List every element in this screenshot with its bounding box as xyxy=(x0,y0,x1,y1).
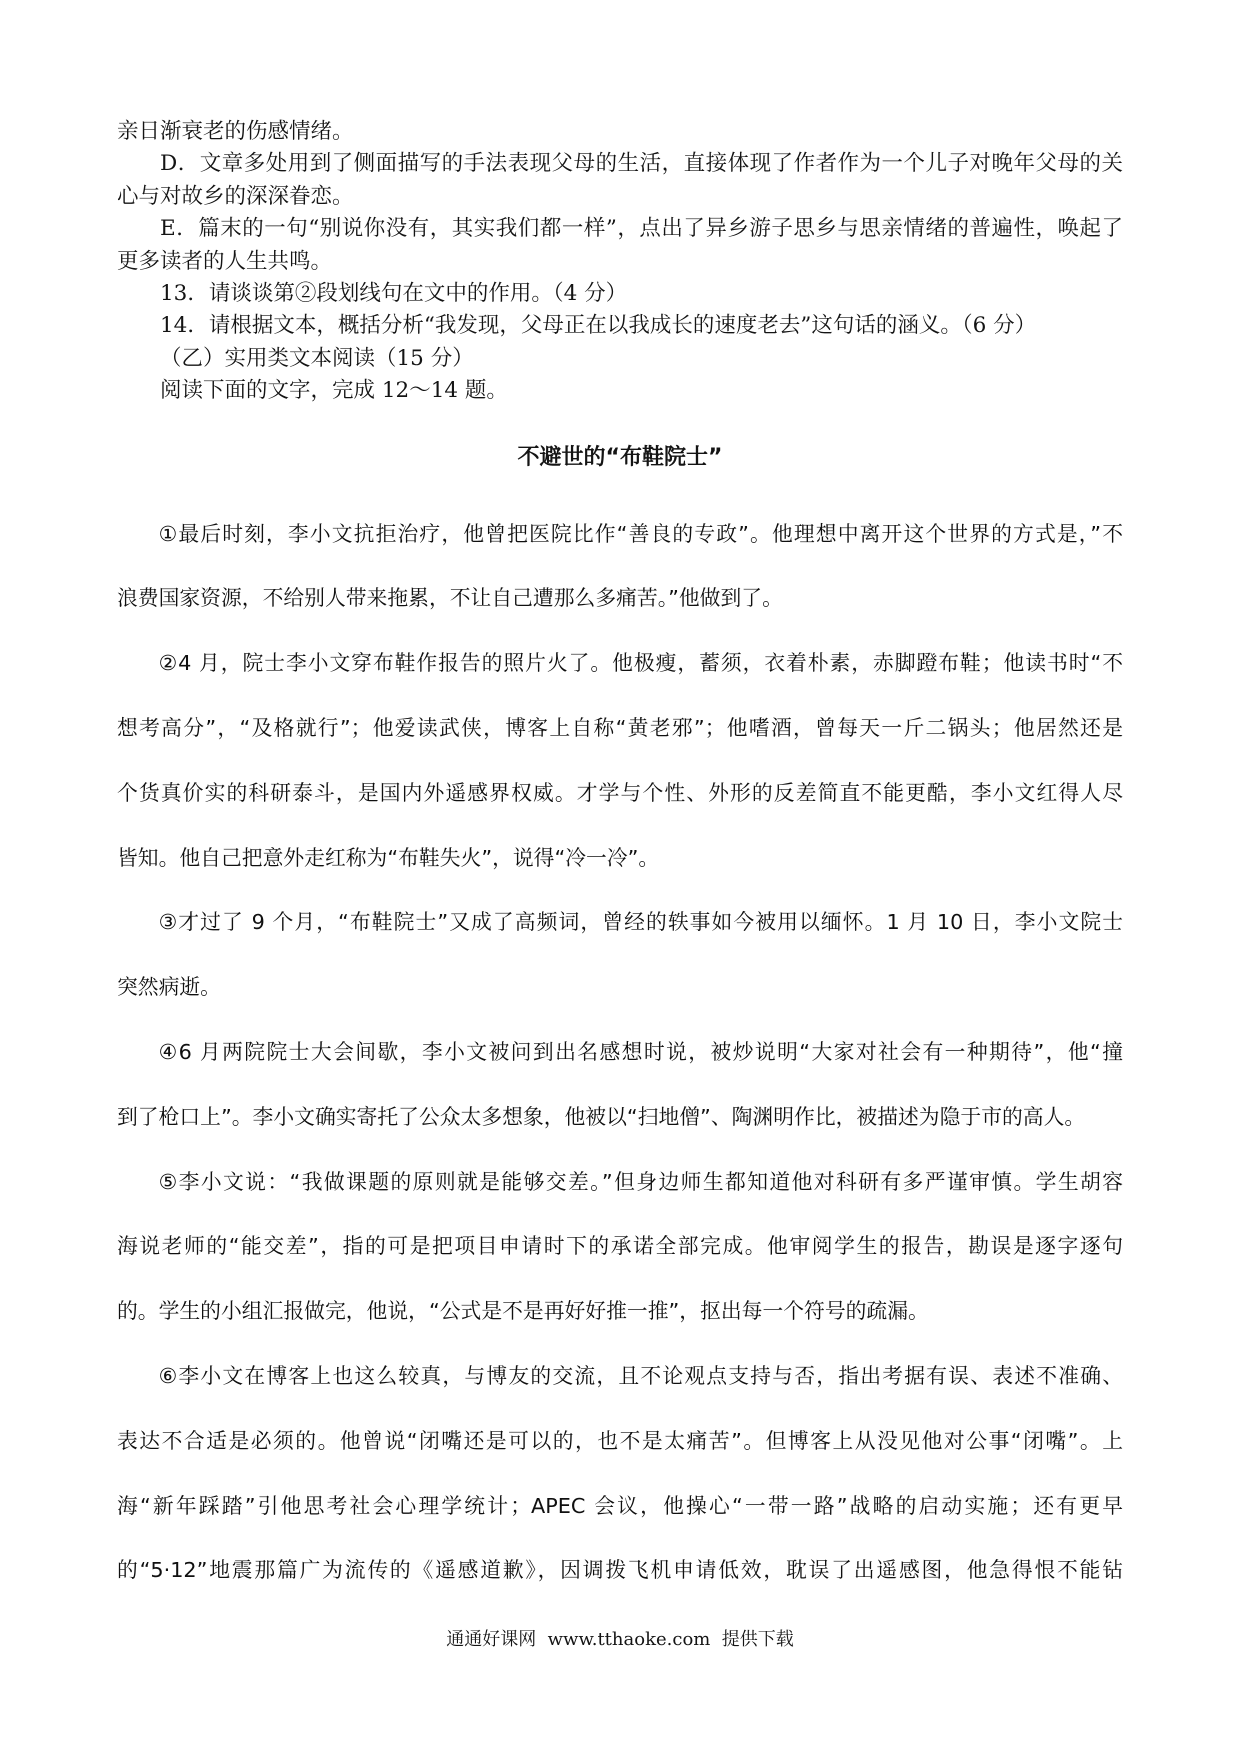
paragraph-line: 海“新年踩踏”引他思考社会心理学统计；APEC 会议，他操心“一带一路”战略的启动实施；还有更早 xyxy=(117,1493,1123,1518)
paragraph-line: ⑤李小文说：“我做课题的原则就是能够交差。”但身边师生都知道他对科研有多严谨审慎。学生胡容 xyxy=(158,1169,1123,1194)
question-14: 14．请根据文本，概括分析“我发现，父母正在以我成长的速度老去”这句话的涵义。（6 分） xyxy=(160,313,1037,339)
question-section xyxy=(117,116,1123,408)
paragraph-line: 突然病逝。 xyxy=(117,975,221,1000)
paragraph-line: 浪费国家资源，不给别人带来拖累，不让自己遭那么多痛苦。”他做到了。 xyxy=(117,586,783,611)
paragraph-line: 表达不合适是必须的。他曾说“闭嘴还是可以的，也不是太痛苦”。但博客上从没见他对公事“闭嘴”。上 xyxy=(117,1428,1123,1453)
paragraph-line: 想考高分”，“及格就行”；他爱读武侠，博客上自称“黄老邪”；他嗜酒，曾每天一斤二锅头；他居然还是 xyxy=(117,715,1123,740)
option-d-line: D．文章多处用到了侧面描写的手法表现父母的生活，直接体现了作者作为一个儿子对晚年父母的关 xyxy=(160,151,1123,177)
article-body xyxy=(117,502,1123,1604)
option-e-line: 更多读者的人生共鸣。 xyxy=(117,248,333,274)
article-paragraph-5 xyxy=(117,1150,1123,1344)
page-footer: 通通好课网 www.tthaoke.com 提供下载 xyxy=(446,1629,794,1650)
paragraph-line: 的“5·12”地震那篇广为流传的《遥感道歉》，因调拨飞机申请低效，耽误了出遥感图，他急得恨不能钻 xyxy=(117,1558,1123,1583)
paragraph-line: 到了枪口上”。李小文确实寄托了公众太多想象，他被以“扫地僧”、陶渊明作比，被描述为隐于市的高人。 xyxy=(117,1104,1086,1129)
option-d xyxy=(117,148,1123,213)
paragraph-line: 海说老师的“能交差”，指的可是把项目申请时下的承诺全部完成。他审阅学生的报告，勘误是逐字逐句 xyxy=(117,1234,1123,1259)
reading-instruction: 阅读下面的文字，完成 12～14 题。 xyxy=(160,378,508,404)
paragraph-line: ③才过了 9 个月，“布鞋院士”又成了高频词，曾经的轶事如今被用以缅怀。1 月 10 日，李小文院士 xyxy=(158,910,1123,935)
paragraph-line: ⑥李小文在博客上也这么较真，与博友的交流，且不论观点支持与否，指出考据有误、表述不准确、 xyxy=(158,1363,1123,1388)
article-paragraph-3 xyxy=(117,890,1123,1020)
paragraph-line: 皆知。他自己把意外走红称为“布鞋失火”，说得“冷一冷”。 xyxy=(117,845,660,870)
article-title: 不避世的“布鞋院士” xyxy=(517,445,723,470)
paragraph-line: ①最后时刻，李小文抗拒治疗，他曾把医院比作“善良的专政”。他理想中离开这个世界的方式是，”不 xyxy=(158,521,1123,546)
paragraph-line: ②4 月，院士李小文穿布鞋作报告的照片火了。他极瘦，蓄须，衣着朴素，赤脚蹬布鞋；他读书时“不 xyxy=(158,651,1123,676)
option-d-line: 心与对故乡的深深眷恋。 xyxy=(117,183,354,209)
paragraph-line: ④6 月两院院士大会间歇，李小文被问到出名感想时说，被炒说明“大家对社会有一种期待”，他“撞 xyxy=(158,1039,1123,1064)
article-paragraph-4 xyxy=(117,1020,1123,1150)
option-e xyxy=(117,213,1123,278)
article-paragraph-6 xyxy=(117,1344,1123,1603)
paragraph-line: 个货真价实的科研泰斗，是国内外遥感界权威。才学与个性、外形的反差简直不能更酷，李小文红得人尽 xyxy=(117,780,1123,805)
paragraph-line: 的。学生的小组汇报做完，他说，“公式是不是再好好推一推”，抠出每一个符号的疏漏。 xyxy=(117,1299,929,1324)
article-paragraph-1 xyxy=(117,502,1123,632)
article-paragraph-2 xyxy=(117,631,1123,890)
carryover-text-line: 亲日渐衰老的伤感情绪。 xyxy=(117,119,354,144)
option-e-line: E．篇末的一句“别说你没有，其实我们都一样”，点出了异乡游子思乡与思亲情绪的普遍性，唤起了 xyxy=(160,216,1123,242)
section-heading: （乙）实用类文本阅读（15 分） xyxy=(160,345,474,371)
question-13: 13．请谈谈第②段划线句在文中的作用。（4 分） xyxy=(160,280,628,306)
